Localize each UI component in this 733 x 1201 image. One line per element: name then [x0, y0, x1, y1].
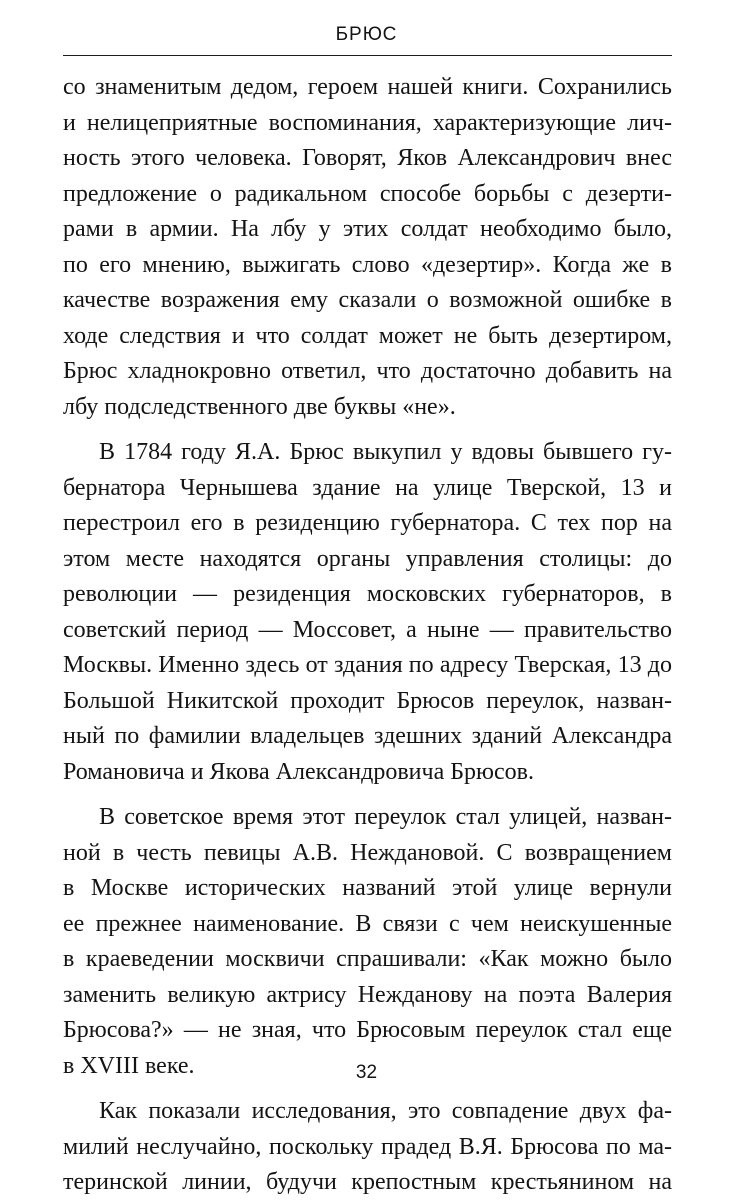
running-title: БРЮС	[335, 24, 398, 45]
text-line: по его мнению, выжигать слово «дезертир». Когда же в	[63, 251, 672, 278]
text-line: ный по фамилии владельцев здешних зданий Александра	[63, 723, 672, 749]
paragraph-gap	[63, 790, 672, 800]
text-line: Брюс хладнокровно ответил, что достаточно добавить на	[63, 358, 672, 384]
text-line: со знаменитым дедом, героем нашей книги. Сохранились	[63, 74, 672, 100]
text-line: революции — резиденция московских губернаторов, в	[63, 581, 672, 607]
text-line: заменить великую актрису Нежданову на поэта Валерия	[63, 981, 672, 1008]
paragraph-3	[63, 800, 672, 1084]
text-line: этом месте находятся органы управления столицы: до	[63, 545, 672, 572]
text-line: ность этого человека. Говорят, Яков Александрович внес	[63, 145, 672, 171]
text-line: ной в честь певицы А.В. Неждановой. С возвращением	[63, 839, 672, 866]
body-text	[63, 70, 672, 1201]
paragraph-4	[63, 1094, 672, 1201]
text-line: в Москве исторических названий этой улице вернули	[63, 875, 672, 901]
text-line: в краеведении москвичи спрашивали: «Как можно было	[63, 946, 672, 972]
header-rule	[63, 55, 672, 56]
text-line: бернатора Чернышева здание на улице Тверской, 13 и	[63, 474, 672, 501]
text-line: Как показали исследования, это совпадение двух фа-	[99, 1098, 672, 1124]
text-line: теринской линии, будучи крепостным крестьянином на	[63, 1169, 672, 1195]
text-line: В 1784 году Я.А. Брюс выкупил у вдовы бывшего гу-	[99, 439, 672, 465]
text-line: Большой Никитской проходит Брюсов переулок, назван-	[63, 687, 672, 714]
text-line: лбу подследственного две буквы «не».	[63, 393, 456, 420]
text-line: качестве возражения ему сказали о возможной ошибке в	[63, 287, 672, 313]
text-line: рами в армии. На лбу у этих солдат необходимо было,	[63, 216, 672, 242]
text-line: в XVIII веке.	[63, 1052, 195, 1079]
text-line: В советское время этот переулок стал улицей, назван-	[99, 804, 672, 830]
paragraph-1	[63, 70, 672, 425]
paragraph-2	[63, 435, 672, 790]
text-line: и нелицеприятные воспоминания, характеризующие лич-	[63, 109, 672, 136]
text-line: Романовича и Якова Александровича Брюсов.	[63, 758, 534, 785]
text-line: советский период — Моссовет, а ныне — правительство	[63, 616, 672, 643]
text-line: ходе следствия и что солдат может не быть дезертиром,	[63, 322, 672, 349]
paragraph-gap	[63, 1084, 672, 1094]
text-line: милий неслучайно, поскольку прадед В.Я. Брюсова по ма-	[63, 1133, 672, 1160]
text-line: предложение о радикальном способе борьбы с дезерти-	[63, 180, 672, 207]
text-line: ее прежнее наименование. В связи с чем неискушенные	[63, 910, 672, 937]
text-line: Брюсова?» — не зная, что Брюсовым переулок стал еще	[63, 1017, 672, 1043]
page-number: 32	[355, 1062, 378, 1083]
text-line: Москвы. Именно здесь от здания по адресу Тверская, 13 до	[63, 652, 672, 678]
paragraph-gap	[63, 425, 672, 435]
text-line: перестроил его в резиденцию губернатора. С тех пор на	[63, 510, 672, 536]
